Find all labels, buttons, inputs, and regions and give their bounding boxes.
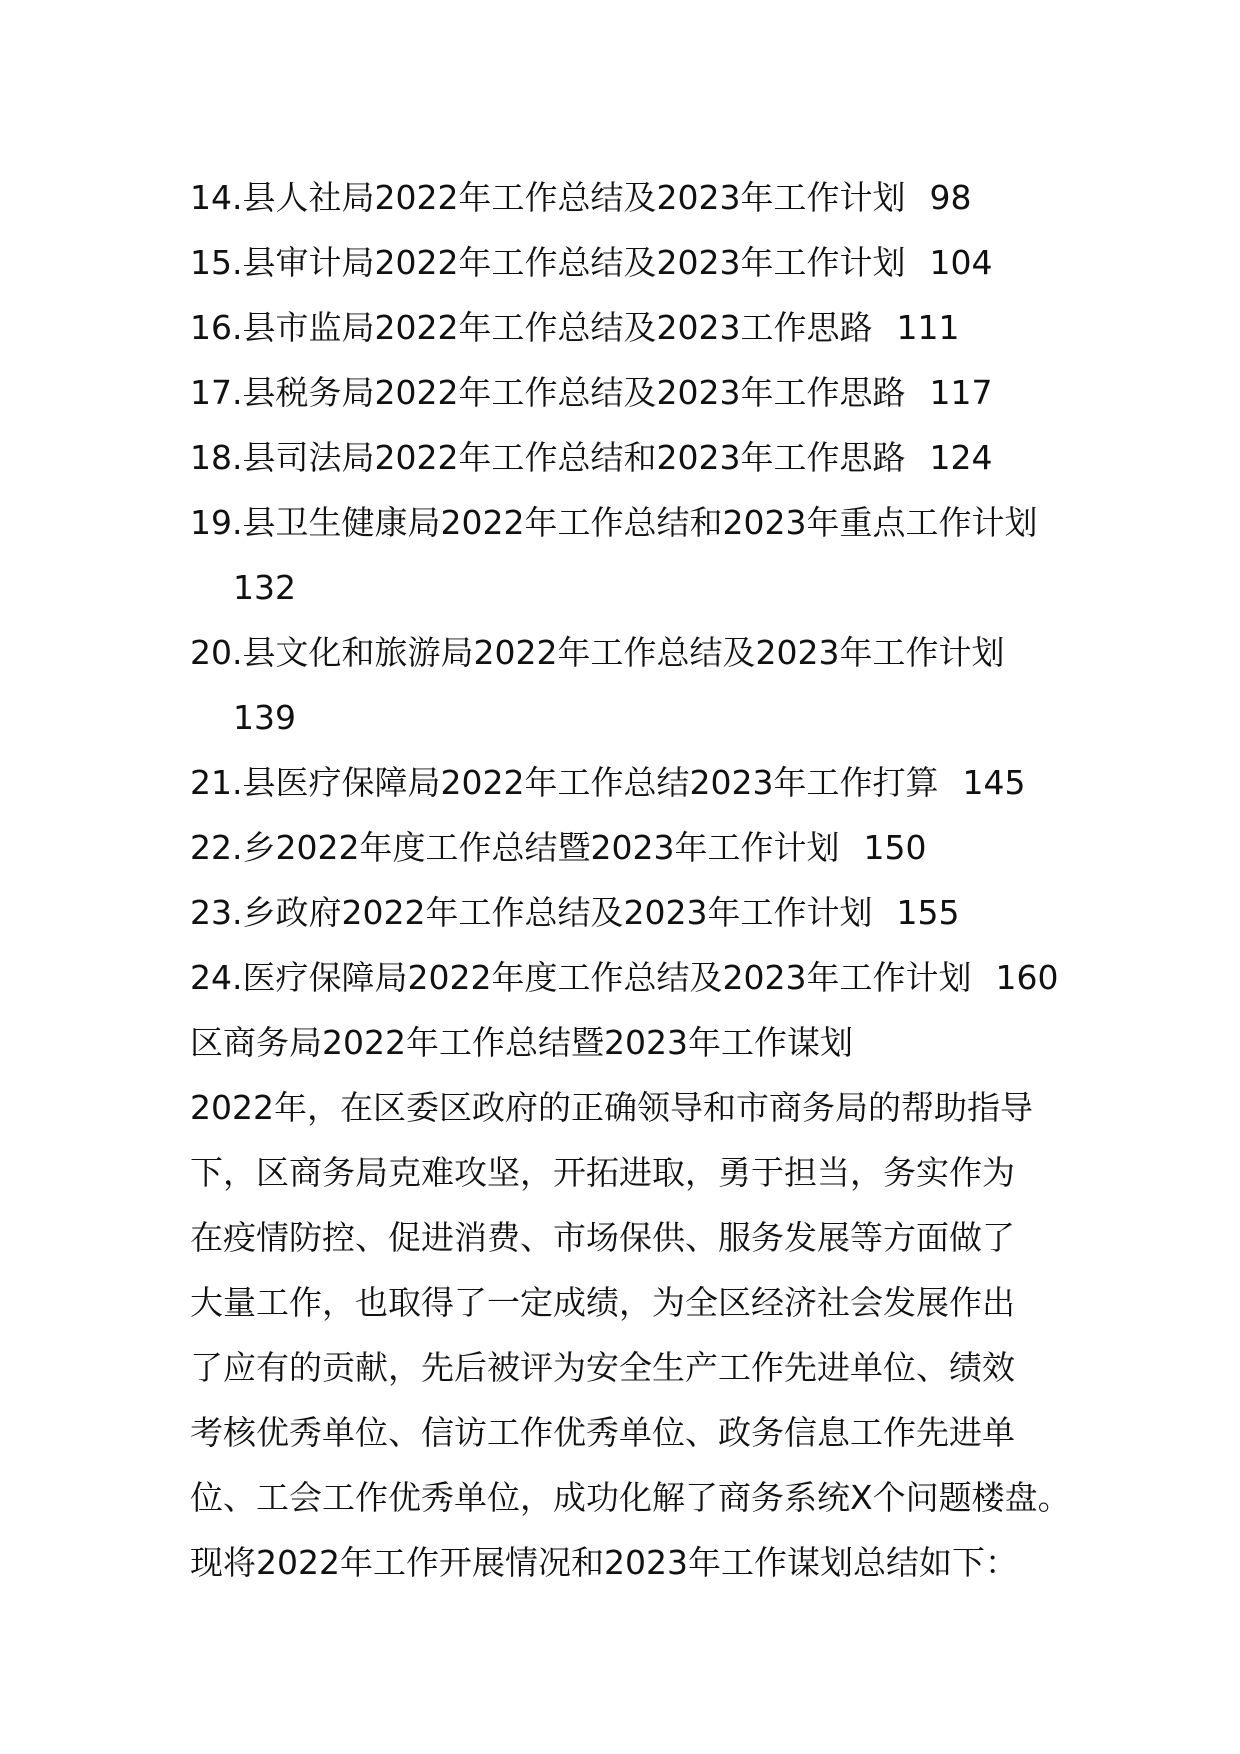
body-line: 在疫情防控、促进消费、市场保供、服务发展等方面做了 bbox=[190, 1218, 1015, 1257]
body-line: 了应有的贡献，先后被评为安全生产工作先进单位、绩效 bbox=[190, 1348, 1015, 1387]
toc-page-number: 150 bbox=[863, 828, 927, 867]
toc-entry-17[interactable] bbox=[190, 360, 1080, 425]
article-body bbox=[190, 1075, 1080, 1595]
toc-page-number: 155 bbox=[896, 893, 960, 932]
toc-title: 19.县卫生健康局2022年工作总结和2023年重点工作计划 bbox=[190, 503, 1038, 542]
toc-entry-23[interactable] bbox=[190, 880, 1080, 945]
body-line: 大量工作，也取得了一定成绩，为全区经济社会发展作出 bbox=[190, 1283, 1015, 1322]
toc-entry-16[interactable] bbox=[190, 295, 1080, 360]
article-heading: 区商务局2022年工作总结暨2023年工作谋划 bbox=[190, 1023, 853, 1062]
table-of-contents bbox=[190, 165, 1080, 1010]
body-line: 考核优秀单位、信访工作优秀单位、政务信息工作先进单 bbox=[190, 1413, 1015, 1452]
toc-entry-15[interactable] bbox=[190, 230, 1080, 295]
body-line: 下，区商务局克难攻坚，开拓进取，勇于担当，务实作为 bbox=[190, 1153, 1015, 1192]
toc-page-number: 98 bbox=[929, 178, 972, 217]
toc-page-number: 124 bbox=[929, 438, 993, 477]
toc-title: 18.县司法局2022年工作总结和2023年工作思路 bbox=[190, 438, 906, 477]
toc-page-number: 117 bbox=[929, 373, 993, 412]
toc-entry-21[interactable] bbox=[190, 750, 1080, 815]
toc-page-number: 111 bbox=[896, 308, 960, 347]
toc-page-number: 145 bbox=[962, 763, 1026, 802]
toc-title: 22.乡2022年度工作总结暨2023年工作计划 bbox=[190, 828, 840, 867]
toc-entry-14[interactable] bbox=[190, 165, 1080, 230]
toc-entry-18[interactable] bbox=[190, 425, 1080, 490]
body-line: 现将2022年工作开展情况和2023年工作谋划总结如下： bbox=[190, 1543, 1018, 1582]
toc-title: 14.县人社局2022年工作总结及2023年工作计划 bbox=[190, 178, 906, 217]
toc-page-number: 160 bbox=[995, 958, 1059, 997]
toc-page-number: 132 bbox=[233, 568, 296, 607]
toc-title: 20.县文化和旅游局2022年工作总结及2023年工作计划 bbox=[190, 633, 1005, 672]
toc-page-number: 139 bbox=[233, 698, 296, 737]
toc-entry-24[interactable] bbox=[190, 945, 1080, 1010]
body-line: 2022年，在区委区政府的正确领导和市商务局的帮助指导 bbox=[190, 1088, 1033, 1127]
toc-entry-20[interactable] bbox=[190, 620, 1080, 750]
document-content bbox=[190, 165, 1080, 1595]
toc-title: 23.乡政府2022年工作总结及2023年工作计划 bbox=[190, 893, 873, 932]
toc-page-number: 104 bbox=[929, 243, 993, 282]
toc-entry-22[interactable] bbox=[190, 815, 1080, 880]
body-line: 位、工会工作优秀单位，成功化解了商务系统X个问题楼盘。 bbox=[190, 1478, 1071, 1517]
toc-entry-19[interactable] bbox=[190, 490, 1080, 620]
toc-title: 24.医疗保障局2022年度工作总结及2023年工作计划 bbox=[190, 958, 972, 997]
toc-title: 21.县医疗保障局2022年工作总结2023年工作打算 bbox=[190, 763, 939, 802]
toc-title: 15.县审计局2022年工作总结及2023年工作计划 bbox=[190, 243, 906, 282]
toc-title: 16.县市监局2022年工作总结及2023工作思路 bbox=[190, 308, 873, 347]
toc-title: 17.县税务局2022年工作总结及2023年工作思路 bbox=[190, 373, 906, 412]
